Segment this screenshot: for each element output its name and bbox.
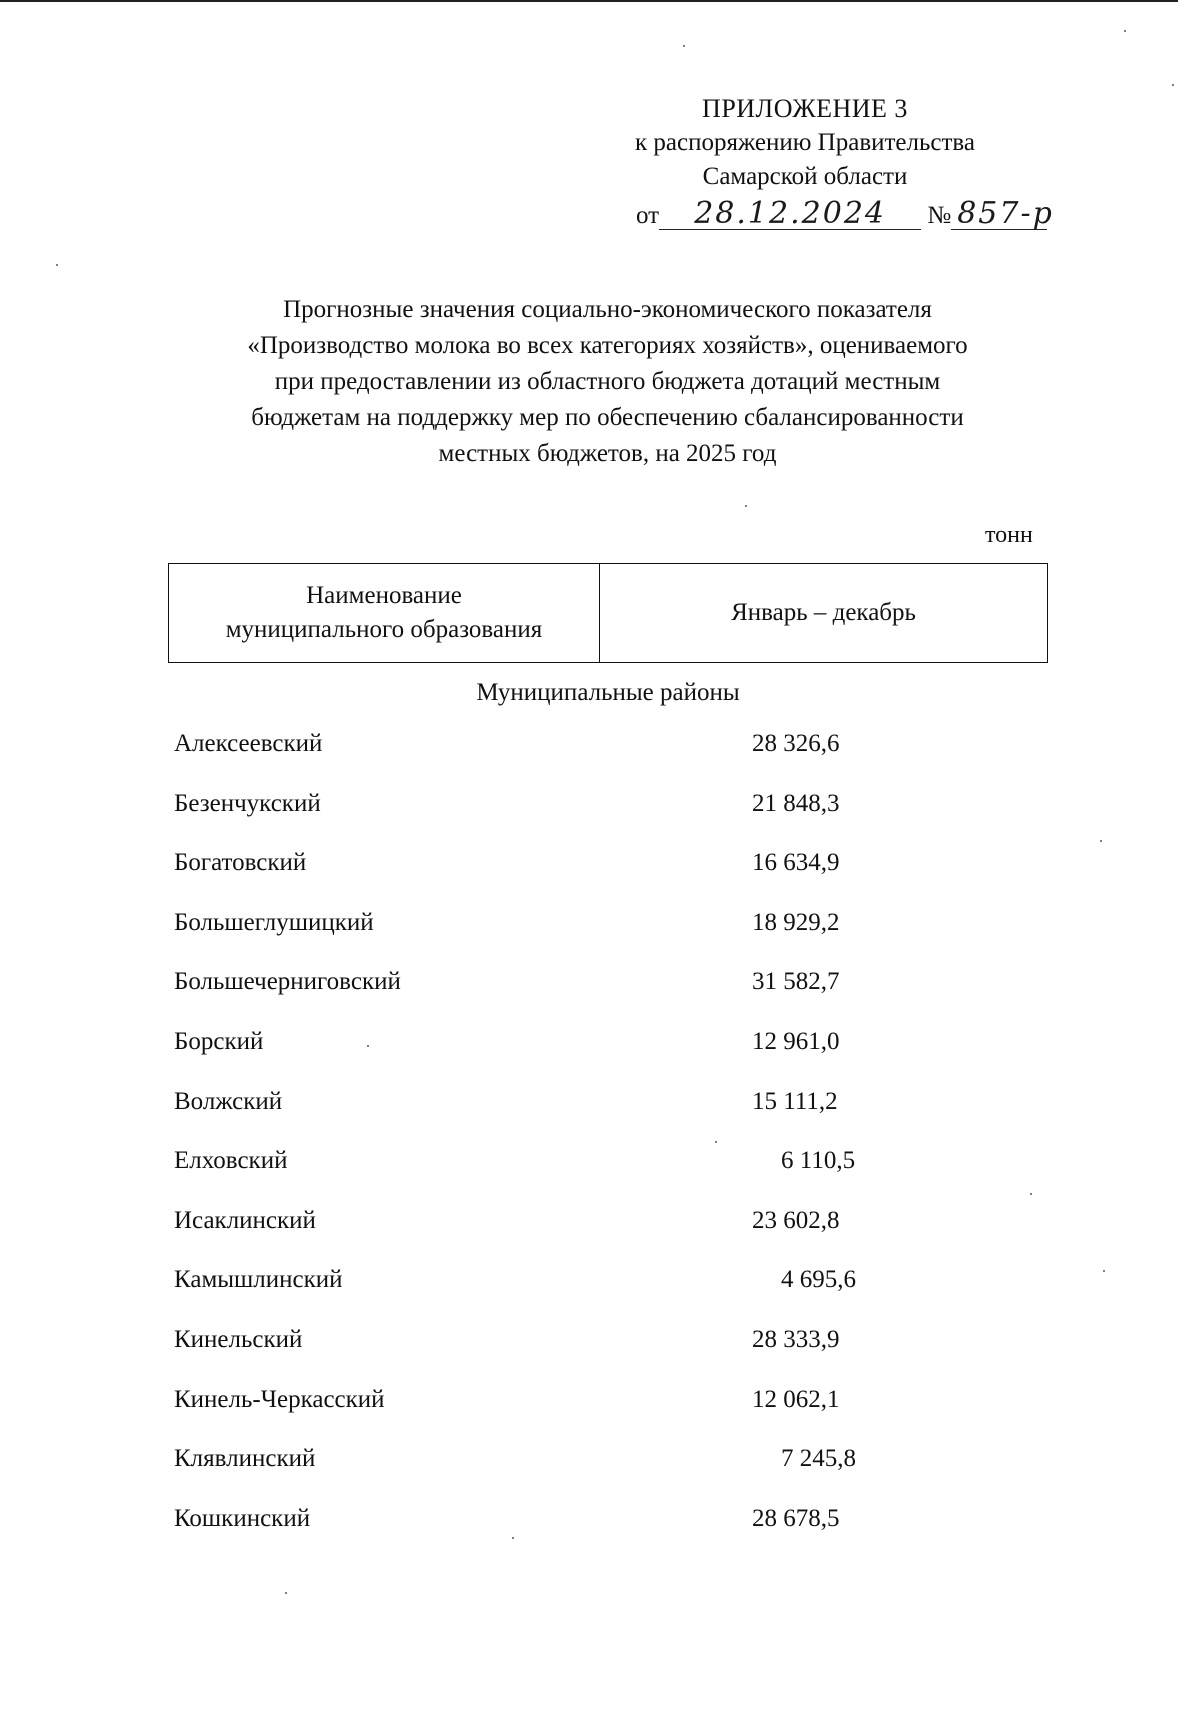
table-row bbox=[174, 786, 1054, 846]
district-value: 18 929,2 bbox=[752, 908, 840, 936]
number-prefix: № bbox=[927, 202, 952, 229]
appendix-line-1: к распоряжению Правительства bbox=[634, 129, 975, 156]
appendix-block bbox=[560, 92, 1050, 194]
district-name: Большеглушицкий bbox=[174, 908, 374, 936]
table-row bbox=[174, 1084, 1054, 1144]
table-row bbox=[174, 1143, 1054, 1203]
district-name: Борский bbox=[174, 1027, 264, 1055]
district-name: Клявлинский bbox=[174, 1445, 316, 1473]
district-name: Богатовский bbox=[174, 849, 307, 877]
table-row bbox=[174, 1203, 1054, 1263]
scan-speck bbox=[1124, 30, 1126, 32]
heading-line-1: Прогнозные значения социально-экономического показателя bbox=[283, 296, 932, 323]
district-value: 23 602,8 bbox=[752, 1206, 840, 1234]
decree-date-line bbox=[636, 196, 1066, 236]
table-row bbox=[174, 726, 1054, 786]
district-value: 28 326,6 bbox=[752, 730, 840, 757]
scan-speck bbox=[1103, 1270, 1105, 1272]
district-value: 12 062,1 bbox=[752, 1385, 840, 1413]
appendix-line-2: Самарской области bbox=[702, 163, 908, 190]
table-body bbox=[174, 726, 1054, 1560]
table-row bbox=[174, 1382, 1054, 1442]
table-row bbox=[174, 964, 1054, 1024]
district-name: Безенчукский bbox=[174, 789, 321, 817]
district-name: Камышлинский bbox=[174, 1266, 343, 1294]
table-row bbox=[174, 1322, 1054, 1382]
scan-speck bbox=[1030, 1193, 1032, 1195]
scan-speck bbox=[1100, 840, 1102, 842]
table-header bbox=[168, 563, 1048, 663]
heading-line-2: «Производство молока во всех категориях хозяйств», оцениваемого bbox=[247, 332, 968, 359]
district-value: 28 333,9 bbox=[752, 1325, 840, 1353]
heading-line-5: местных бюджетов, на 2025 год bbox=[438, 440, 777, 467]
table-row bbox=[174, 1441, 1054, 1501]
handwritten-number: 857-р bbox=[951, 199, 1047, 230]
scan-speck bbox=[1172, 84, 1174, 86]
scan-speck bbox=[683, 45, 685, 47]
scan-top-border bbox=[0, 0, 1178, 2]
district-name: Алексеевский bbox=[174, 730, 323, 757]
scan-speck bbox=[285, 1592, 287, 1594]
district-name: Кинельский bbox=[174, 1325, 303, 1353]
table-row bbox=[174, 1024, 1054, 1084]
column-header-name-line-1: Наименование bbox=[306, 582, 462, 609]
scan-speck bbox=[745, 505, 747, 507]
district-value: 21 848,3 bbox=[752, 789, 840, 817]
district-name: Исаклинский bbox=[174, 1206, 316, 1234]
scan-speck bbox=[56, 264, 58, 266]
column-header-period: Январь – декабрь bbox=[600, 564, 1048, 663]
table-row bbox=[174, 1262, 1054, 1322]
district-name: Кошкинский bbox=[174, 1504, 311, 1532]
table-row bbox=[174, 845, 1054, 905]
district-value: 28 678,5 bbox=[752, 1504, 840, 1532]
table-row bbox=[174, 1501, 1054, 1561]
appendix-title: ПРИЛОЖЕНИЕ 3 bbox=[702, 94, 908, 123]
column-header-name-line-2: муниципального образования bbox=[225, 616, 543, 643]
district-name: Волжский bbox=[174, 1087, 283, 1115]
district-value: 15 111,2 bbox=[752, 1087, 838, 1115]
heading-line-4: бюджетам на поддержку мер по обеспечению сбалансированности bbox=[251, 404, 964, 431]
scan-speck bbox=[715, 1141, 717, 1143]
district-value: 4 695,6 bbox=[781, 1266, 856, 1294]
district-value: 6 110,5 bbox=[781, 1147, 856, 1175]
district-value: 7 245,8 bbox=[781, 1445, 856, 1473]
scan-speck bbox=[512, 1537, 514, 1539]
unit-label: тонн bbox=[985, 522, 1033, 548]
district-value: 12 961,0 bbox=[752, 1027, 840, 1055]
table-row bbox=[174, 905, 1054, 965]
district-name: Большечерниговский bbox=[174, 968, 401, 996]
section-title: Муниципальные районы bbox=[476, 679, 740, 706]
date-prefix: от bbox=[636, 202, 660, 229]
handwritten-date: 28.12.2024 bbox=[659, 199, 921, 230]
district-name: Кинель-Черкасский bbox=[174, 1385, 385, 1413]
district-value: 31 582,7 bbox=[752, 968, 840, 996]
district-name: Елховский bbox=[174, 1147, 288, 1175]
scan-speck bbox=[367, 1045, 369, 1047]
column-header-name bbox=[169, 564, 600, 663]
district-value: 16 634,9 bbox=[752, 849, 840, 877]
document-heading bbox=[150, 292, 1065, 472]
heading-line-3: при предоставлении из областного бюджета дотаций местным bbox=[274, 368, 941, 395]
